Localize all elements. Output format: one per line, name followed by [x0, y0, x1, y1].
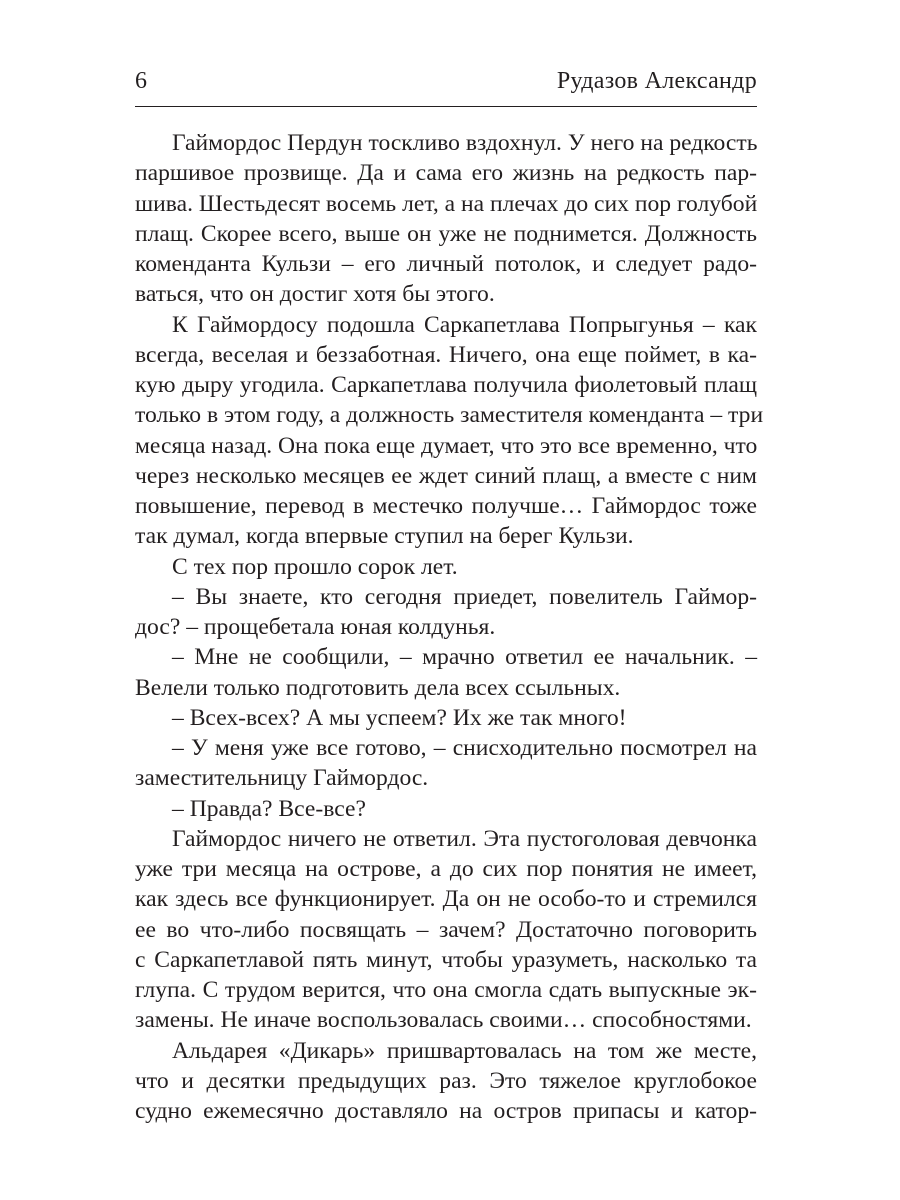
paragraph	[135, 794, 757, 824]
text-line: Альдарея «Дикарь» пришвартовалась на том же месте,	[172, 1037, 757, 1064]
text-line: шива. Шестьдесят восемь лет, а на плечах до сих пор голубой	[135, 190, 758, 217]
text-line: только в этом году, а должность заместителя коменданта – три	[135, 402, 764, 429]
paragraph	[135, 552, 757, 582]
text-line: месяца назад. Она пока еще думает, что это все временно, что	[135, 432, 758, 459]
paragraph	[135, 128, 757, 310]
text-line: – Вы знаете, кто сегодня приедет, повелитель Гаймор-	[172, 583, 757, 610]
running-header	[135, 68, 757, 98]
text-line: кую дыру угодила. Саркапетлава получила фиолетовый плащ	[135, 372, 757, 398]
running-head-author: Рудазов Александр	[556, 68, 757, 94]
header-rule	[135, 106, 757, 107]
text-line: с Саркапетлавой пять минут, чтобы уразуметь, насколько та	[135, 946, 757, 973]
text-line: Велели только подготовить дела всех ссыльных.	[135, 674, 621, 701]
text-line: плащ. Скорее всего, выше он уже не поднимется. Должность	[135, 220, 757, 247]
text-line: Гаймордос Пердун тоскливо вздохнул. У него на редкость	[172, 130, 758, 156]
text-line: всегда, веселая и беззаботная. Ничего, она еще поймет, в ка-	[135, 341, 757, 368]
paragraph	[135, 642, 757, 703]
paragraph	[135, 1036, 757, 1127]
text-line: так думал, когда впервые ступил на берег Кульзи.	[135, 523, 634, 550]
text-line: через несколько месяцев ее ждет синий плащ, а вместе с ним	[135, 462, 757, 489]
text-line: Гаймордос ничего не ответил. Эта пустоголовая девчонка	[172, 825, 757, 852]
body-text	[135, 128, 764, 1126]
text-line: – Мне не сообщили, – мрачно ответил ее начальник. –	[172, 644, 757, 671]
text-line: заместительницу Гаймордос.	[135, 765, 429, 792]
text-line: повышение, перевод в местечко получше… Гаймордос тоже	[135, 493, 757, 519]
text-line: паршивое прозвище. Да и сама его жизнь на редкость пар-	[135, 160, 757, 187]
text-line: – Всех-всех? А мы успеем? Их же так много!	[172, 704, 627, 731]
text-line: – У меня уже все готово, – снисходительно посмотрел на	[172, 735, 757, 761]
paragraph	[135, 582, 757, 643]
text-line: К Гаймордосу подошла Саркапетлава Попрыгунья – как	[172, 311, 757, 338]
text-line: дос? – прощебетала юная колдунья.	[135, 614, 496, 640]
paragraph	[135, 310, 764, 552]
text-line: ваться, что он достиг хотя бы этого.	[135, 281, 495, 308]
page-number: 6	[135, 68, 147, 94]
text-line: уже три месяца на острове, а до сих пор понятия не имеет,	[135, 856, 757, 882]
paragraph	[135, 824, 757, 1036]
text-line: как здесь все функционирует. Да он не особо-то и стремился	[135, 886, 757, 913]
text-line: С тех пор прошло сорок лет.	[172, 553, 458, 580]
paragraph	[135, 703, 757, 733]
text-line: что и десятки предыдущих раз. Это тяжелое круглобокое	[135, 1067, 757, 1094]
text-line: ее во что-либо посвящать – зачем? Достаточно поговорить	[135, 916, 757, 943]
text-line: замены. Не иначе воспользовалась своими… способностями.	[135, 1007, 752, 1034]
text-line: глупа. С трудом верится, что она смогла сдать выпускные эк-	[135, 977, 757, 1003]
text-line: коменданта Кульзи – его личный потолок, и следует радо-	[135, 251, 757, 277]
text-line: – Правда? Все-все?	[172, 795, 366, 822]
paragraph	[135, 733, 757, 794]
text-line: судно ежемесячно доставляло на остров припасы и катор-	[135, 1098, 757, 1124]
